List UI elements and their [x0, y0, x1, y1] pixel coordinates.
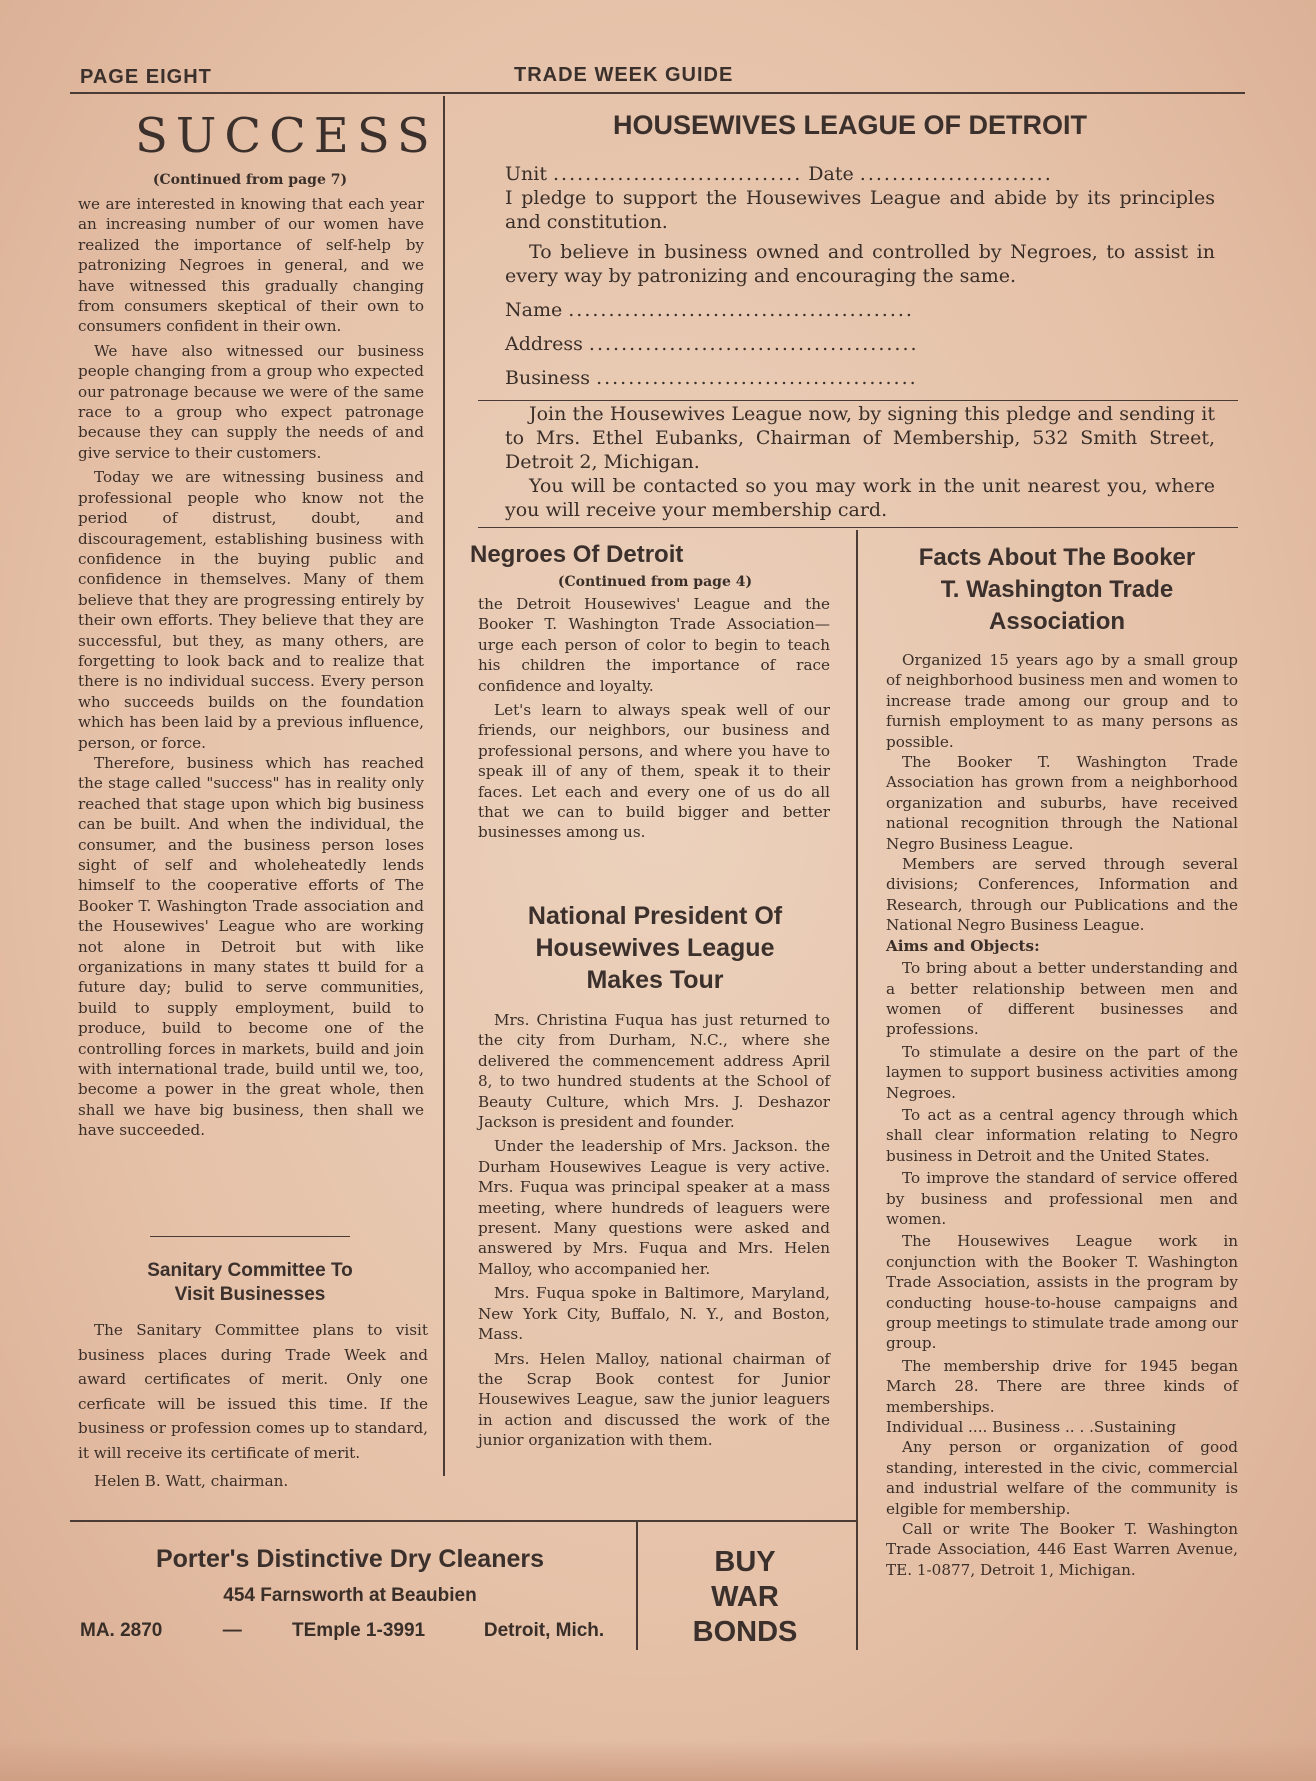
success-paragraph: Therefore, business which has reached the stage called "success" has in reality only reached that stage upon which big business can be built. And when the individual, the consumer, and the business person loses sight of self and wholeheatedly lends himself to the cooperative efforts of The Booker T. Washington Trade association and the Housewives' League who are working not alone in Detroit but with like organizations in many states tt build for a future day; bulid to serve communities, build to supply employment, build to produce, build to become one of the controlling forces in markets, build and join with international trade, build until we, too, become a power in the great whole, then shall we have big business, then shall we have succeeded.	[78, 753, 424, 1140]
address-label: Address	[505, 333, 583, 355]
aims-item: To improve the standard of service offered by business and professional men and women.	[886, 1169, 1238, 1228]
aims-heading: Aims and Objects:	[886, 936, 1040, 955]
sanitary-title-line: Visit Businesses	[174, 1284, 326, 1305]
address-row	[505, 332, 1215, 356]
ad-contact-row	[80, 1620, 630, 1642]
negroes-continued: (Continued from page 4)	[557, 574, 753, 590]
unit-label: Unit	[505, 163, 547, 185]
aims-item: The membership drive for 1945 began March 28. There are three kinds of memberships.	[886, 1356, 1238, 1416]
facts-paragraph: Members are served through several divisions; Conferences, Information and Research, through our Publications and the National Negro Business League.	[886, 855, 1238, 935]
facts-title	[872, 542, 1242, 638]
name-field[interactable]: ...........................................	[568, 299, 914, 321]
pledge-rule	[478, 400, 1238, 401]
ad-city: Detroit, Mich.	[483, 1620, 605, 1641]
ad-phone-ma: MA. 2870	[80, 1620, 163, 1641]
date-field[interactable]: ........................	[859, 163, 1053, 185]
bonds-line: BUY	[714, 1546, 776, 1578]
success-continued: (Continued from page 7)	[152, 172, 348, 188]
negroes-article	[478, 594, 830, 843]
business-field[interactable]: ........................................	[596, 367, 918, 389]
president-paragraph: Mrs. Christina Fuqua has just returned to the city from Durham, N.C., where she delivered the commencement address April 8, to two hundred students at the School of Beauty Culture, which Mrs. J. Deshazor Jackson is president and founder.	[478, 1011, 830, 1132]
unit-field[interactable]: ...............................	[553, 163, 803, 185]
aims-item: The Housewives League work in conjunction with the Booker T. Washington Trade Association, assists in the program by conducting house-to-house campaigns and group meetings to stimulate trade among our group.	[886, 1232, 1238, 1353]
president-title-line: Housewives League	[535, 934, 775, 962]
president-paragraph: Mrs. Fuqua spoke in Baltimore, Maryland, New York City, Buffalo, N. Y., and Boston, Mass.	[478, 1284, 830, 1344]
facts-title-line: T. Washington Trade	[940, 576, 1174, 603]
aims-item: To bring about a better understanding and a better relationship between men and women of different businesses and professions.	[886, 959, 1238, 1039]
page-number-label: PAGE EIGHT	[80, 66, 212, 88]
ad-divider	[636, 1520, 638, 1650]
facts-title-line: Association	[988, 608, 1126, 635]
membership-kinds: Individual .... Business .. . .Sustaining	[886, 1418, 1177, 1437]
sanitary-signature: Helen B. Watt, chairman.	[94, 1472, 289, 1490]
facts-title-line: Facts About The Booker	[918, 544, 1196, 571]
success-article	[78, 194, 424, 1141]
aims-item: To stimulate a desire on the part of the laymen to support business activities among Negroes.	[886, 1042, 1238, 1102]
success-title: SUCCESS	[135, 108, 438, 164]
column-divider-left	[443, 96, 445, 1476]
success-paragraph: We have also witnessed our business people changing from a group who expected our patronage because we were of the same race to a group who expect patronage because they can supply the needs of and give service to their customers.	[78, 341, 424, 462]
success-paragraph: Today we are witnessing business and professional people who know not the period of distrust, doubt, and discouragement, establishing business with confidence in the buying public and confidence in themselves. Many of them believe that they are progressing entirely by their own efforts. They believe that they are successful, but they, as many others, are forgetting to look back and to realize that there is no individual success. Every person who succeeds builds on the foundation which has been laid by a previous influence, person, or force.	[78, 468, 424, 752]
bonds-line: BONDS	[692, 1616, 798, 1648]
ad-business-name: Porter's Distinctive Dry Cleaners	[155, 1545, 545, 1573]
header-rule	[70, 92, 1245, 94]
facts-closing: Any person or organization of good standing, interested in the civic, commercial and industrial welfare of the community is elgible for membership.	[886, 1438, 1238, 1518]
ad-dash: —	[222, 1620, 242, 1641]
president-paragraph: Under the leadership of Mrs. Jackson. the Durham Housewives League is very active. Mrs. Fuqua was principal speaker at a mass meeting, where hundreds of leaguers were present. Many questions were asked and answered by Mrs. Fuqua and Mrs. Helen Malloy, who accompanied her.	[478, 1137, 830, 1278]
ad-address: 454 Farnsworth at Beaubien	[223, 1585, 477, 1606]
aims-item: To act as a central agency through which shall clear information relating to Negro business in Detroit and the United States.	[886, 1105, 1238, 1165]
president-title	[470, 900, 840, 996]
facts-closing: Call or write The Booker T. Washington Trade Association, 446 East Warren Avenue, TE. 1-0877, Detroit 1, Michigan.	[886, 1520, 1238, 1579]
join-text: Join the Housewives League now, by signing this pledge and sending it to Mrs. Ethel Eubanks, Chairman of Membership, 532 Smith Street, Detroit 2, Michigan.	[505, 403, 1215, 473]
president-title-line: Makes Tour	[586, 966, 724, 994]
success-paragraph: we are interested in knowing that each year an increasing number of our women have realized the importance of self-help by patronizing Negroes in general, and we have witnessed this gradually changing from consumers skeptical of their own to consumers confident in their own.	[78, 195, 424, 336]
name-row	[505, 298, 1215, 322]
contact-text: You will be contacted so you may work in the unit nearest you, where you will receive your membership card.	[505, 475, 1215, 521]
business-row	[505, 366, 1215, 390]
ad-phone-temple: TEmple 1-3991	[292, 1620, 426, 1641]
sanitary-body: The Sanitary Committee plans to visit business places during Trade Week and award certificates of merit. Only one cerficate will be issued this time. If the business or profession comes up to standard, it will receive its certificate of merit.	[78, 1321, 428, 1462]
negroes-title: Negroes Of Detroit	[470, 541, 684, 568]
facts-paragraph: Organized 15 years ago by a small group of neighborhood business men and women to increase trade among our group and to furnish employment to as many persons as possible.	[886, 651, 1238, 751]
sanitary-title-line: Sanitary Committee To	[147, 1260, 353, 1281]
name-label: Name	[505, 299, 563, 321]
publication-title: TRADE WEEK GUIDE	[514, 64, 734, 86]
sanitary-title	[80, 1259, 420, 1307]
ad-top-rule	[70, 1520, 856, 1522]
war-bonds-ad	[650, 1545, 840, 1650]
join-block	[505, 402, 1215, 522]
housewives-title: HOUSEWIVES LEAGUE OF DETROIT	[612, 110, 1088, 140]
pledge-form	[505, 162, 1215, 390]
success-end-rule	[150, 1236, 350, 1237]
negroes-paragraph: Let's learn to always speak well of our friends, our neighbors, our business and professional persons, and where you have to speak ill of any of them, speak it to their faces. Let each and every one of us do all that we can to build bigger and better businesses among us.	[478, 701, 830, 842]
pledge-text: I pledge to support the Housewives League and abide by its principles and constitution.	[505, 187, 1215, 233]
business-label: Business	[505, 367, 591, 389]
belief-text: To believe in business owned and controlled by Negroes, to assist in every way by patronizing and encouraging the same.	[505, 241, 1215, 287]
president-paragraph: Mrs. Helen Malloy, national chairman of the Scrap Book contest for Junior Housewives League, saw the junior leaguers in action and discussed the work of the junior organization with them.	[478, 1349, 830, 1450]
unit-date-row	[505, 162, 1215, 186]
negroes-paragraph: the Detroit Housewives' League and the Booker T. Washington Trade Association—urge each person of color to begin to teach his children the importance of race confidence and loyalty.	[478, 595, 830, 695]
president-article	[478, 1010, 830, 1451]
facts-article	[886, 650, 1238, 1580]
sanitary-article	[78, 1318, 428, 1494]
join-rule	[478, 527, 1238, 528]
president-title-line: National President Of	[527, 902, 783, 930]
facts-paragraph: The Booker T. Washington Trade Association has grown from a neighborhood organization and suburbs, have received national recognition through the National Negro Business League.	[886, 753, 1238, 853]
bonds-line: WAR	[711, 1581, 779, 1613]
date-label: Date	[808, 163, 854, 185]
address-field[interactable]: .........................................	[588, 333, 919, 355]
torn-edge	[0, 1740, 1316, 1781]
column-divider-right	[856, 530, 858, 1650]
